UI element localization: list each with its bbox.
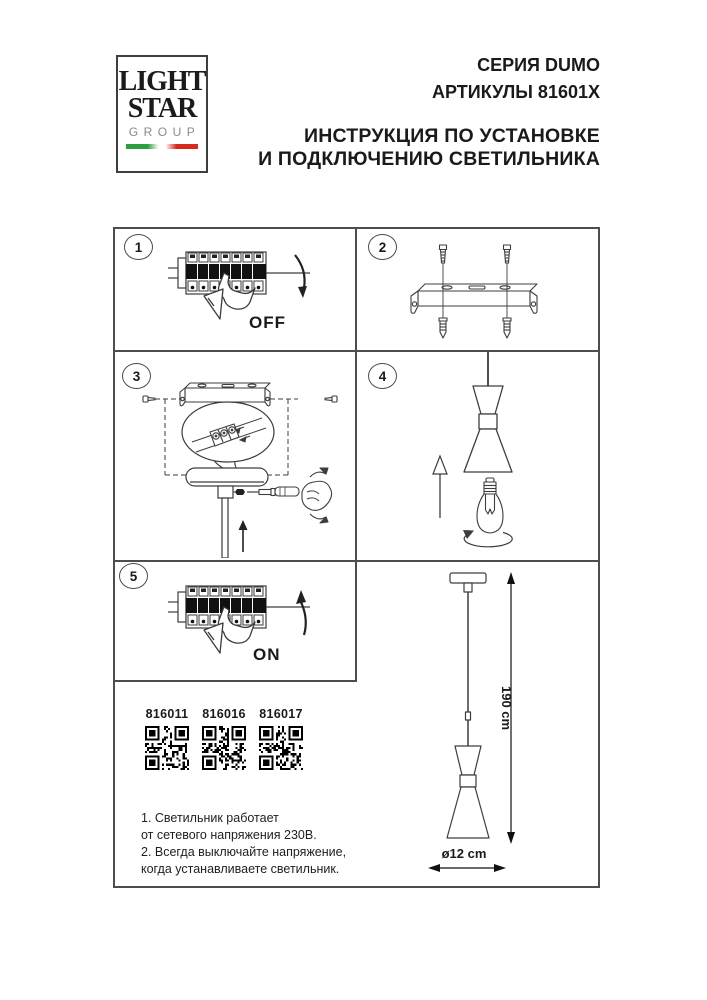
- series-title: СЕРИЯ DUMO: [477, 55, 600, 75]
- arrow-up-icon: [239, 520, 248, 552]
- note-line-4: когда устанавливаете светильник.: [141, 862, 340, 876]
- canopy-drawing: [186, 468, 268, 558]
- circuit-breaker-off-diagram: [168, 246, 313, 341]
- steps-grid: [113, 227, 600, 888]
- step-4-number: 4: [368, 363, 397, 389]
- vertical-divider: [355, 229, 357, 680]
- lightstar-logo: [116, 55, 208, 173]
- qr-label-816011: 816011: [145, 707, 189, 721]
- step-3-number: 3: [122, 363, 151, 389]
- set-screw-and-screwdriver: [233, 487, 299, 496]
- on-label: ON: [253, 645, 281, 664]
- turning-hand-icon: [302, 468, 332, 523]
- step-1-number: 1: [124, 234, 153, 260]
- step5-bottom-divider: [115, 680, 357, 682]
- logo-word-star: STAR: [127, 93, 197, 124]
- terminal-block-detail-balloon: [182, 402, 274, 471]
- safety-notes: [141, 810, 346, 878]
- row-divider-2: [115, 560, 598, 562]
- instruction-title-line2: И ПОДКЛЮЧЕНИЮ СВЕТИЛЬНИКА: [258, 148, 600, 170]
- note-line-1: 1. Светильник работает: [141, 811, 279, 825]
- diameter-dimension-arrow: [428, 864, 506, 872]
- diameter-dimension-label: ø12 cm: [441, 846, 487, 861]
- qr-code-816016: [202, 726, 246, 770]
- row-divider-1: [115, 350, 598, 352]
- qr-label-816017: 816017: [259, 707, 303, 721]
- logo-word-light: LIGHT: [118, 66, 206, 97]
- bulb-drawing: [477, 478, 503, 533]
- pendant-lamp-drawing: [447, 573, 489, 838]
- logo-word-group: GROUP: [128, 125, 201, 139]
- step-2-number: 2: [368, 234, 397, 260]
- height-dimension-label: 190 cm: [499, 686, 514, 731]
- lamp-dimensions-diagram: [355, 560, 600, 886]
- header-text: [240, 52, 600, 171]
- arrow-up-icon: [433, 456, 447, 518]
- note-line-3: 2. Всегда выключайте напряжение,: [141, 845, 347, 859]
- circuit-breaker-on-diagram: [168, 580, 313, 675]
- canopy-mounting-diagram: [140, 380, 340, 558]
- shade-drawing: [464, 352, 512, 472]
- qr-label-816016: 816016: [202, 707, 246, 721]
- arrow-down-icon: [295, 255, 307, 298]
- step-5-number: 5: [119, 563, 148, 589]
- mounting-bracket-diagram: [405, 240, 565, 345]
- italian-flag-bar: [126, 144, 198, 149]
- qr-code-816011: [145, 726, 189, 770]
- instruction-title-line1: ИНСТРУКЦИЯ ПО УСТАНОВКЕ: [303, 125, 600, 147]
- note-line-2: от сетевого напряжения 230В.: [141, 828, 317, 842]
- qr-code-816017: [259, 726, 303, 770]
- arrow-up-icon: [296, 590, 306, 635]
- off-label: OFF: [249, 313, 286, 332]
- articles-title: АРТИКУЛЫ 81601X: [432, 82, 600, 102]
